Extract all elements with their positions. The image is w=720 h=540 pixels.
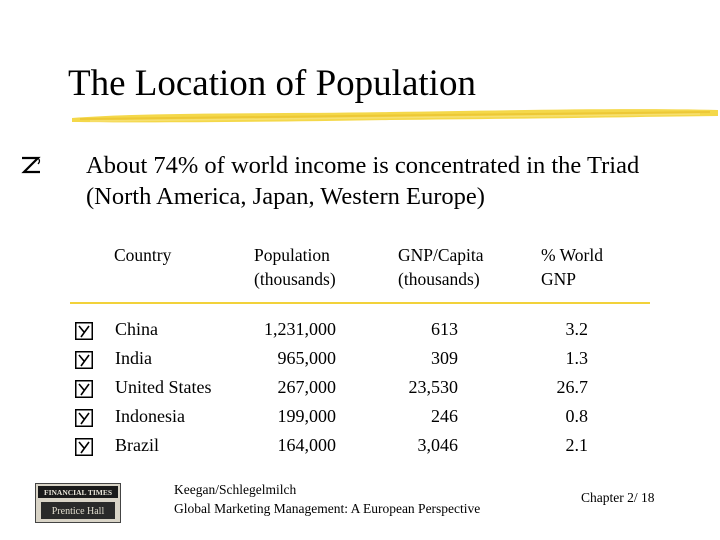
cell-country: Brazil <box>115 435 159 455</box>
header-world-line1: % World <box>541 245 603 265</box>
logo-top-text: FINANCIAL TIMES <box>43 488 113 497</box>
table-row <box>0 319 720 348</box>
z-bullet-icon <box>18 152 44 178</box>
header-gnp-capita <box>398 243 484 291</box>
cell-country: Indonesia <box>115 406 185 426</box>
header-population-line1: Population <box>254 245 330 265</box>
cell-population: 164,000 <box>277 435 336 455</box>
cell-gnp: 613 <box>431 319 458 339</box>
footer-book-title: Global Marketing Management: A European Perspective <box>174 501 481 516</box>
header-rule <box>70 302 650 304</box>
header-population <box>254 243 336 291</box>
cell-gnp: 246 <box>431 406 458 426</box>
y-checkbox-icon <box>75 322 93 340</box>
cell-world: 26.7 <box>556 377 588 397</box>
table-row <box>0 406 720 435</box>
cell-population: 965,000 <box>277 348 336 368</box>
slide-title: The Location of Population <box>68 63 476 104</box>
table-row <box>0 348 720 377</box>
footer-page-number: Chapter 2/ 18 <box>581 490 655 505</box>
cell-country: China <box>115 319 158 339</box>
cell-world: 2.1 <box>565 435 588 455</box>
cell-world: 3.2 <box>565 319 588 339</box>
cell-world: 0.8 <box>565 406 588 426</box>
cell-country: India <box>115 348 152 368</box>
y-checkbox-icon <box>75 380 93 398</box>
logo-bottom-text: Prentice Hall <box>51 506 105 517</box>
table-row <box>0 435 720 464</box>
header-world-gnp <box>541 243 603 291</box>
cell-gnp: 23,530 <box>408 377 458 397</box>
header-country: Country <box>114 245 172 265</box>
header-gnp-line2: (thousands) <box>398 269 480 289</box>
cell-country: United States <box>115 377 212 397</box>
y-checkbox-icon <box>75 409 93 427</box>
header-population-line2: (thousands) <box>254 269 336 289</box>
table-row <box>0 377 720 406</box>
publisher-logo <box>35 483 121 523</box>
cell-gnp: 309 <box>431 348 458 368</box>
y-checkbox-icon <box>75 438 93 456</box>
y-checkbox-icon <box>75 351 93 369</box>
cell-population: 1,231,000 <box>264 319 336 339</box>
footer-authors: Keegan/Schlegelmilch <box>174 482 297 497</box>
header-gnp-line1: GNP/Capita <box>398 245 484 265</box>
footer-citation <box>174 480 480 518</box>
cell-population: 267,000 <box>277 377 336 397</box>
cell-gnp: 3,046 <box>417 435 458 455</box>
cell-world: 1.3 <box>565 348 588 368</box>
header-world-line2: GNP <box>541 269 577 289</box>
main-bullet-text: About 74% of world income is concentrated in the Triad (North America, Japan, Western Europe) <box>86 152 640 210</box>
cell-population: 199,000 <box>277 406 336 426</box>
title-underline-brushstroke <box>70 106 720 126</box>
